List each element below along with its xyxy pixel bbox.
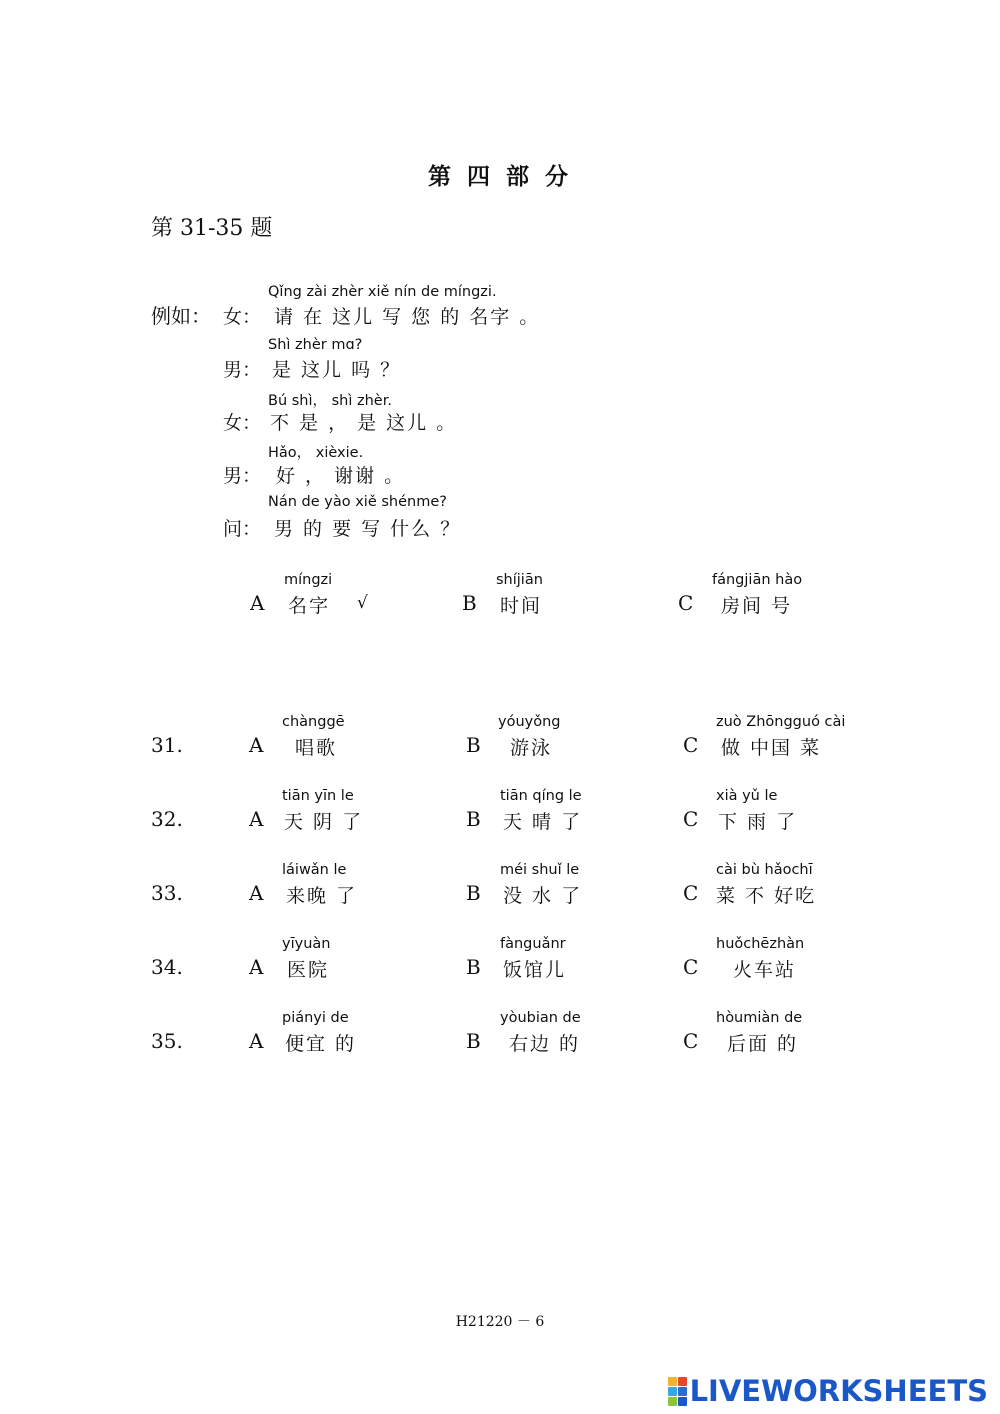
option-hanzi-b[interactable]: 游泳 (510, 737, 553, 759)
option-pinyin-b: méi shuǐ le (500, 862, 580, 878)
option-letter-b[interactable]: B (466, 807, 481, 831)
option-pinyin-c: hòumiàn de (716, 1010, 803, 1026)
example-pinyin-5: Nán de yào xiě shénme? (268, 494, 447, 510)
option-pinyin-a: láiwǎn le (282, 862, 347, 878)
example-speaker-1: 女： (223, 306, 262, 328)
option-letter-a[interactable]: A (249, 881, 264, 905)
example-option-letter-b: B (462, 591, 477, 615)
option-letter-a[interactable]: A (249, 807, 264, 831)
option-letter-c[interactable]: C (683, 807, 699, 831)
example-option-hanzi-c: 房间 号 (721, 595, 793, 617)
option-pinyin-a: yīyuàn (282, 936, 331, 952)
example-option-hanzi-a: 名字 (288, 595, 331, 617)
example-option-pinyin-a: míngzi (284, 572, 333, 588)
option-letter-c[interactable]: C (683, 733, 699, 757)
example-speaker-5: 问： (223, 518, 262, 540)
example-pinyin-3: Bú shì， shì zhèr. (268, 393, 392, 409)
example-pinyin-4: Hǎo， xièxie. (268, 445, 364, 461)
option-pinyin-c: zuò Zhōngguó cài (716, 714, 846, 730)
option-pinyin-c: xià yǔ le (716, 788, 778, 804)
option-hanzi-a[interactable]: 来晚 了 (286, 885, 358, 907)
option-hanzi-a[interactable]: 医院 (287, 959, 330, 981)
example-option-letter-c: C (678, 591, 694, 615)
question-number: 34. (151, 955, 183, 979)
option-hanzi-b[interactable]: 右边 的 (509, 1033, 581, 1055)
question-number: 33. (151, 881, 183, 905)
page-footer: H21220 － 6 (455, 1314, 545, 1330)
option-pinyin-b: yòubian de (500, 1010, 581, 1026)
example-speaker-2: 男： (223, 359, 262, 381)
example-speaker-4: 男： (223, 465, 262, 487)
option-letter-b[interactable]: B (466, 881, 481, 905)
option-letter-a[interactable]: A (249, 955, 264, 979)
example-pinyin-1: Qǐng zài zhèr xiě nín de míngzi. (268, 284, 497, 300)
option-letter-b[interactable]: B (466, 733, 481, 757)
option-hanzi-b[interactable]: 饭馆儿 (503, 959, 567, 981)
brand-watermark (668, 1374, 988, 1408)
option-letter-a[interactable]: A (249, 733, 264, 757)
question-number: 35. (151, 1029, 183, 1053)
question-number: 32. (151, 807, 183, 831)
option-letter-b[interactable]: B (466, 955, 481, 979)
example-option-letter-a: A (250, 591, 265, 615)
option-hanzi-a[interactable]: 天 阴 了 (284, 811, 364, 833)
option-pinyin-a: piányi de (282, 1010, 349, 1026)
option-hanzi-b[interactable]: 天 晴 了 (503, 811, 583, 833)
option-letter-b[interactable]: B (466, 1029, 481, 1053)
option-hanzi-b[interactable]: 没 水 了 (503, 885, 583, 907)
example-speaker-3: 女： (223, 412, 262, 434)
option-pinyin-a: chànggē (282, 714, 345, 730)
example-hanzi-2: 是 这儿 吗 ？ (272, 359, 402, 381)
option-hanzi-c[interactable]: 做 中国 菜 (721, 737, 822, 759)
brand-name: LIVEWORKSHEETS (689, 1374, 988, 1408)
option-hanzi-c[interactable]: 菜 不 好吃 (716, 885, 817, 907)
option-pinyin-b: yóuyǒng (498, 714, 561, 730)
example-hanzi-5: 男 的 要 写 什么 ？ (274, 518, 462, 540)
option-letter-c[interactable]: C (683, 881, 699, 905)
option-letter-c[interactable]: C (683, 955, 699, 979)
option-pinyin-b: tiān qíng le (500, 788, 582, 804)
option-pinyin-c: cài bù hǎochī (716, 862, 813, 878)
option-letter-a[interactable]: A (249, 1029, 264, 1053)
liveworksheets-logo-icon (668, 1377, 687, 1406)
example-label: 例如： (151, 304, 211, 328)
example-pinyin-2: Shì zhèr mɑ? (268, 337, 363, 353)
option-letter-c[interactable]: C (683, 1029, 699, 1053)
option-hanzi-a[interactable]: 唱歌 (295, 737, 338, 759)
option-hanzi-c[interactable]: 后面 的 (727, 1033, 799, 1055)
page-title: 第 四 部 分 (427, 163, 573, 190)
section-heading: 第 31-35 题 (151, 216, 273, 241)
option-hanzi-c[interactable]: 下 雨 了 (718, 811, 798, 833)
option-pinyin-b: fànguǎnr (500, 936, 566, 952)
example-option-pinyin-b: shíjiān (496, 572, 543, 588)
option-hanzi-a[interactable]: 便宜 的 (285, 1033, 357, 1055)
example-option-pinyin-c: fángjiān hào (712, 572, 803, 588)
example-hanzi-4: 好 ， 谢谢 。 (276, 465, 406, 487)
option-pinyin-c: huǒchēzhàn (716, 936, 805, 952)
example-option-hanzi-b: 时间 (500, 595, 543, 617)
option-hanzi-c[interactable]: 火车站 (733, 959, 797, 981)
option-pinyin-a: tiān yīn le (282, 788, 354, 804)
question-number: 31. (151, 733, 183, 757)
example-hanzi-3: 不 是 ， 是 这儿 。 (270, 412, 458, 434)
example-hanzi-1: 请 在 这儿 写 您 的 名字 。 (274, 306, 541, 328)
example-checkmark: √ (357, 593, 368, 613)
